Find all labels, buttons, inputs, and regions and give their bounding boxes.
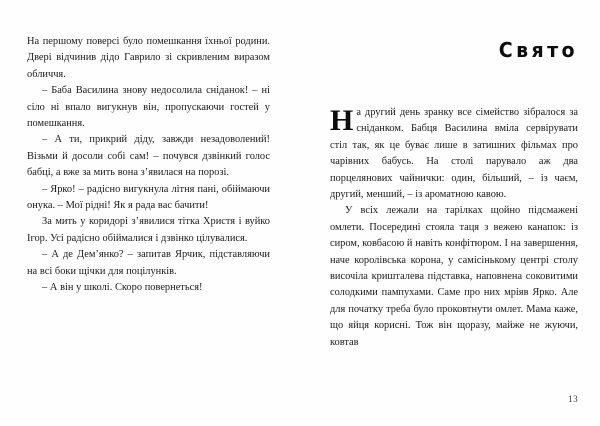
paragraph-with-dropcap <box>330 105 578 203</box>
paragraph: У всіх лежали на тарілках щойно підсмажені омлети. Посередині стояла таця з вежею канапок: із сиром, ковбасою й навіть конфітюром. І на завершення, наче королівська корона, у самісінькому центрі столу височіла кришталева підставка, наповнена соковитими солодкими пампухами. Саме про них мріяв Ярко. Але для початку треба було проковтнути омлет. Мама каже, що яйця корисні. Тож він щоразу, майже не жуючи, ковтав <box>330 205 578 348</box>
paragraph: – Баба Василина знову недосолила сніданок! – ні сіло ні впало вигукнув він, пропускаючи гостей у помешкання. <box>27 85 270 130</box>
chapter-title: Свято <box>498 38 578 63</box>
page-right <box>300 0 600 426</box>
right-page-text-block <box>330 105 578 351</box>
paragraph-text: а другий день зранку все сімейство зібралося за сніданком. Бабця Василина вміла сервірувати стіл так, як це буває лише в затишних фільмах про чарівних бабусь. На столі парувало аж два порцелянових чайнички: один, більший, – із чаєм, другий, менший, – із ароматною кавою. <box>330 107 578 201</box>
paragraph: – А ти, прикрий діду, завжди незадоволений! Візьми й досоли собі сам! – почувся дзвінкий голос бабці, а вже за мить вона з’явилася на порозі. <box>27 134 270 179</box>
drop-cap-letter: Н <box>330 104 354 137</box>
page-number: 13 <box>568 394 578 404</box>
paragraph: На першому поверсі було помешкання їхньої родини. Двері відчинив дідо Гаврило зі скривленим виразом обличчя. <box>27 36 270 80</box>
paragraph: – А він у школі. Скоро повернеться! <box>42 282 203 294</box>
left-page-text-block <box>27 34 270 297</box>
paragraph: – Ярко! – радісно вигукнула літня пані, обіймаючи онука. – Мої рідні! Як я рада вас бачити! <box>27 183 270 212</box>
paragraph: – А де Дем’янко? – запитав Ярчик, підставляючи на всі боки щічки для поцілунків. <box>27 249 270 277</box>
paragraph: За мить у коридорі з’явилися тітка Христя і вуйко Ігор. Усі радісно обіймалися і дзвінко цілувалися. <box>27 216 270 244</box>
